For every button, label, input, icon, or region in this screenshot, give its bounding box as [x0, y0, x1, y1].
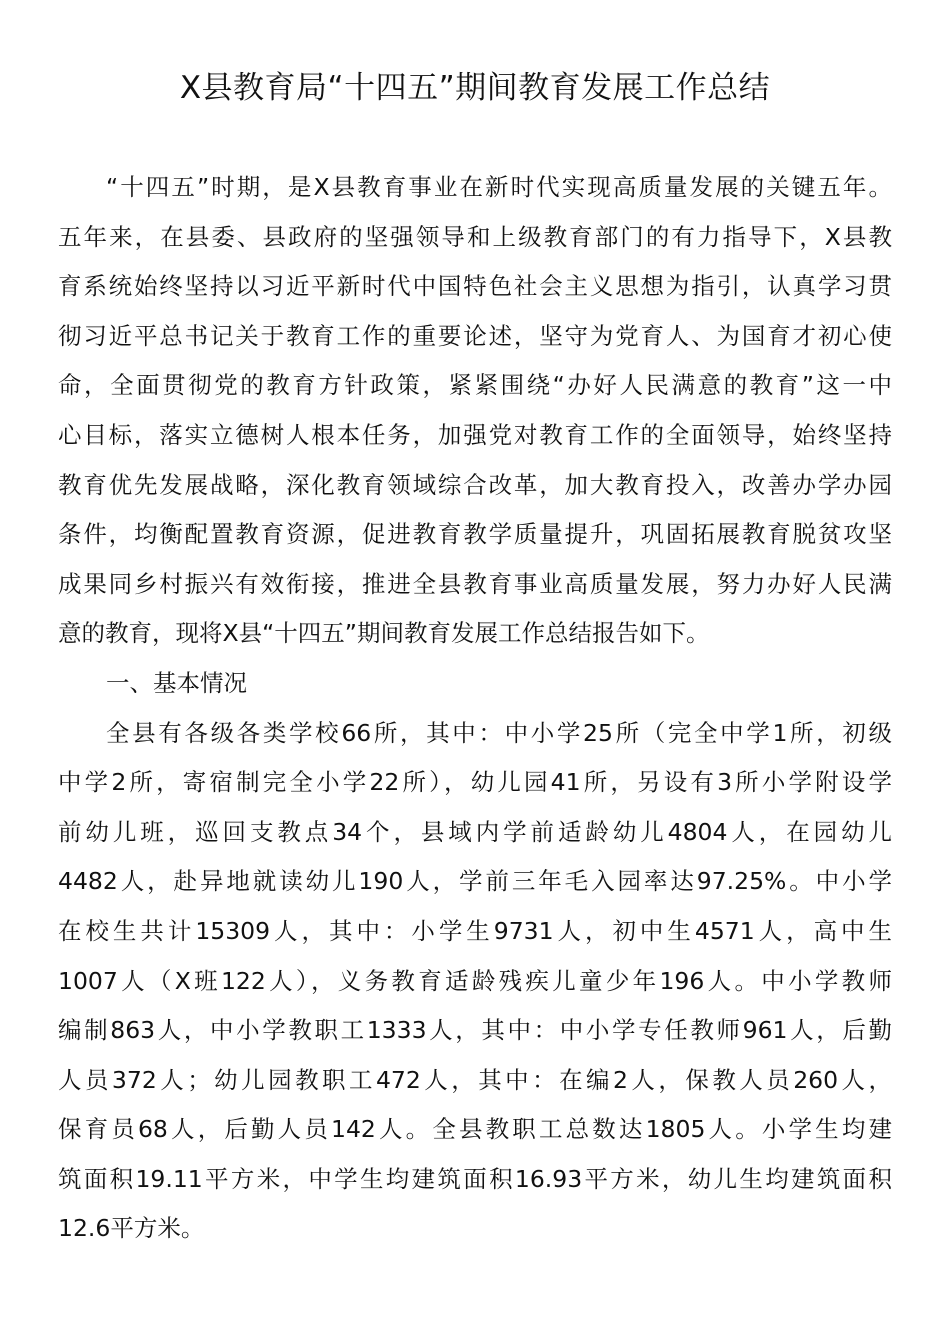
- section1-line-4: 4482人，赴异地就读幼儿190人，学前三年毛入园率达97.25%。中小学: [58, 867, 892, 896]
- section1-line-3: 前幼儿班，巡回支教点34个，县域内学前适龄幼儿4804人，在园幼儿: [58, 817, 892, 846]
- intro-line-9: 成果同乡村振兴有效衔接，推进全县教育事业高质量发展，努力办好人民满: [58, 569, 892, 598]
- document-body: [58, 163, 892, 1254]
- section1-line-8: 人员372人；幼儿园教职工472人，其中：在编2人，保教人员260人，: [58, 1065, 892, 1094]
- intro-line-6: 心目标，落实立德树人根本任务，加强党对教育工作的全面领导，始终坚持: [58, 420, 892, 449]
- intro-line-5: 命，全面贯彻党的教育方针政策，紧紧围绕“办好人民满意的教育”这一中: [58, 371, 892, 400]
- section1-line-7: 编制863人，中小学教职工1333人，其中：中小学专任教师961人，后勤: [58, 1016, 892, 1045]
- intro-line-7: 教育优先发展战略，深化教育领域综合改革，加大教育投入，改善办学办园: [58, 470, 892, 499]
- section1-line-11: 12.6平方米。: [58, 1214, 205, 1243]
- section1-line-6: 1007人（X班122人），义务教育适龄残疾儿童少年196人。中小学教师: [58, 966, 892, 995]
- section1-line-10: 筑面积19.11平方米，中学生均建筑面积16.93平方米，幼儿生均建筑面积: [58, 1164, 892, 1193]
- intro-line-3: 育系统始终坚持以习近平新时代中国特色社会主义思想为指引，认真学习贯: [58, 272, 892, 301]
- section1-line-5: 在校生共计15309人，其中：小学生9731人，初中生4571人，高中生: [58, 916, 892, 945]
- intro-line-8: 条件，均衡配置教育资源，促进教育教学质量提升，巩固拓展教育脱贫攻坚: [58, 520, 892, 549]
- intro-line-10: 意的教育，现将X县“十四五”期间教育发展工作总结报告如下。: [58, 619, 710, 648]
- intro-line-4: 彻习近平总书记关于教育工作的重要论述，坚守为党育人、为国育才初心使: [58, 321, 892, 350]
- section1-line-1: 全县有各级各类学校66所，其中：中小学25所（完全中学1所，初级: [106, 718, 892, 747]
- section-heading-basic-info: 一、基本情况: [106, 668, 247, 697]
- intro-line-2: 五年来，在县委、县政府的坚强领导和上级教育部门的有力指导下，X县教: [58, 222, 892, 251]
- section1-line-2: 中学2所，寄宿制完全小学22所），幼儿园41所，另设有3所小学附设学: [58, 768, 892, 797]
- document-title: X县教育局“十四五”期间教育发展工作总结: [179, 70, 771, 106]
- section1-line-9: 保育员68人，后勤人员142人。全县教职工总数达1805人。小学生均建: [58, 1115, 892, 1144]
- intro-line-1: “十四五”时期，是X县教育事业在新时代实现高质量发展的关键五年。: [106, 173, 892, 201]
